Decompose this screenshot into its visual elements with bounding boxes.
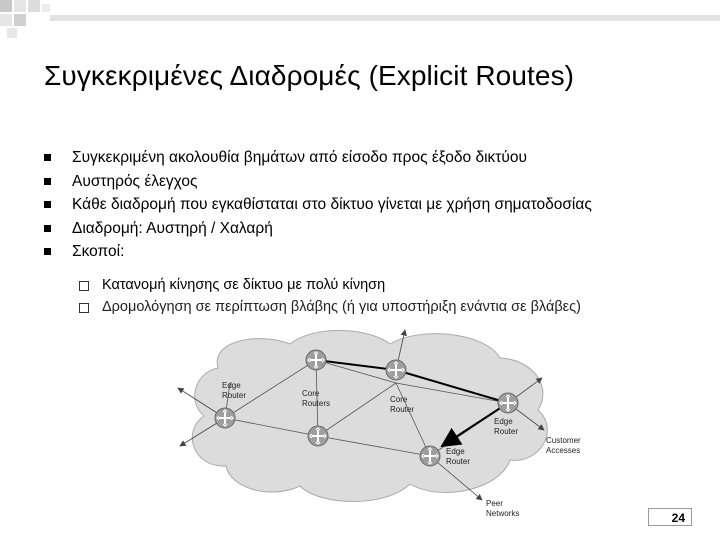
label-edge-router-left-line2: Router xyxy=(222,391,247,400)
label-core-routers-line2: Routers xyxy=(302,399,331,408)
label-peer-networks-line1: Peer xyxy=(486,499,503,508)
label-edge-router-right-line1: Edge xyxy=(494,417,513,426)
square-bullet-icon xyxy=(44,225,51,232)
network-diagram xyxy=(140,318,620,528)
bullet-item xyxy=(44,170,592,194)
core-router-top-icon xyxy=(306,350,326,370)
slide-title: Συγκεκριμένες Διαδρομές (Explicit Routes) xyxy=(44,60,575,91)
bullet-text: Κάθε διαδρομή που εγκαθίσταται στο δίκτυο γίνεται με χρήση σηματοδοσίας xyxy=(72,196,592,213)
bullet-text: Αυστηρός έλεγχος xyxy=(72,172,198,190)
bullet-item xyxy=(44,240,592,264)
sub-bullet-text: Κατανομή κίνησης σε δίκτυο με πολύ κίνηση xyxy=(102,277,386,293)
label-peer-networks-line2: Networks xyxy=(486,509,520,518)
title-rule xyxy=(0,10,720,26)
label-customer-accesses-line1: Customer xyxy=(546,436,581,445)
square-bullet-icon xyxy=(44,248,51,255)
bullet-item xyxy=(44,217,592,241)
label-edge-router-bottom-line2: Router xyxy=(446,457,471,466)
page-number: 24 xyxy=(648,508,692,526)
bullet-text: Συγκεκριμένη ακολουθία βημάτων από είσοδο προς έξοδο δικτύου xyxy=(72,149,527,166)
label-edge-router-bottom-line1: Edge xyxy=(446,447,465,456)
label-core-router-mid-line1: Core xyxy=(390,395,408,404)
sub-bullet-item xyxy=(76,275,581,297)
edge-router-bottom-icon xyxy=(420,446,440,466)
label-core-routers-line1: Core xyxy=(302,389,320,398)
bullet-item xyxy=(44,146,592,170)
label-edge-router-left-line1: Edge xyxy=(222,381,241,390)
network-cloud xyxy=(192,330,547,501)
label-core-router-mid-line2: Router xyxy=(390,405,415,414)
edge-router-left-icon xyxy=(215,408,235,428)
core-router-mid-icon xyxy=(386,360,406,380)
square-bullet-icon xyxy=(44,178,51,185)
bullet-text: Διαδρομή: Αυστηρή / Χαλαρή xyxy=(72,219,273,237)
hollow-square-bullet-icon xyxy=(79,303,89,313)
hollow-square-bullet-icon xyxy=(79,281,89,291)
sub-bullet-item xyxy=(76,297,581,315)
core-router-bottom-icon xyxy=(308,426,328,446)
square-bullet-icon xyxy=(44,154,51,161)
sub-bullet-text: Δρομολόγηση σε περίπτωση βλάβης (ή για υποστήριξη ενάντια σε βλάβες) xyxy=(102,299,581,315)
bullet-list xyxy=(44,146,592,264)
bullet-text: Σκοποί: xyxy=(72,243,125,260)
label-edge-router-right-line2: Router xyxy=(494,427,519,436)
sub-bullet-list xyxy=(76,275,581,315)
edge-router-right-icon xyxy=(498,393,518,413)
label-customer-accesses-line2: Accesses xyxy=(546,446,581,455)
square-bullet-icon xyxy=(44,201,51,208)
bullet-item xyxy=(44,193,592,217)
